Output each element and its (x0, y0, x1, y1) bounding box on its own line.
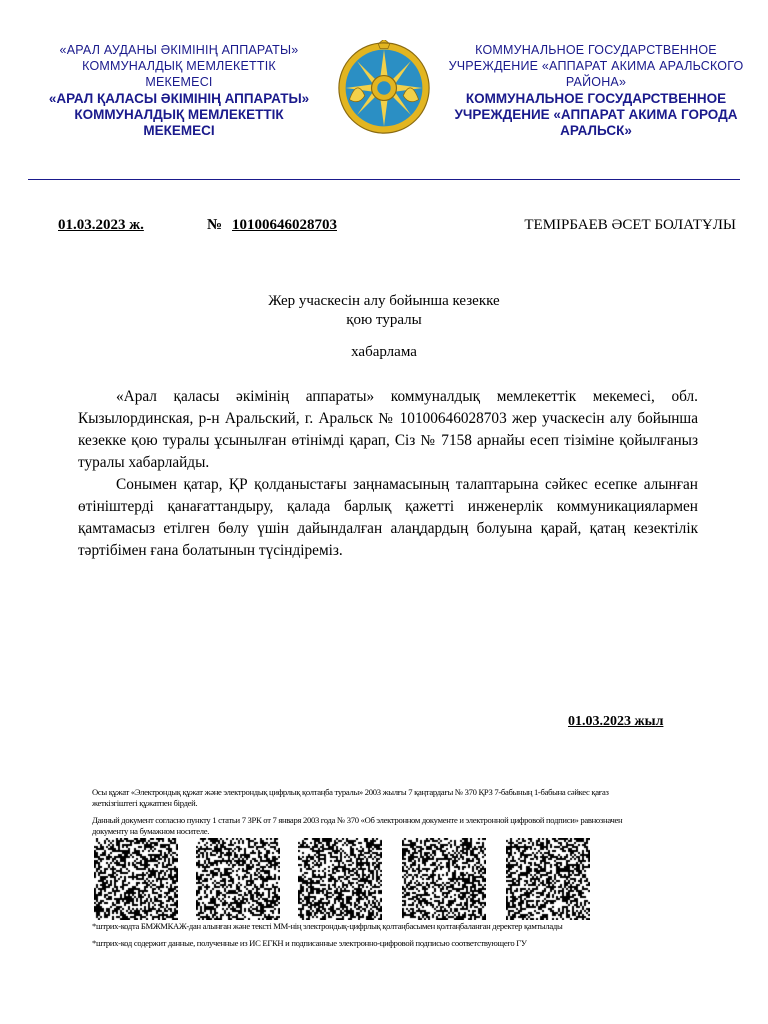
legal-note-ru: Данный документ согласно пункту 1 статьи 7 ЗРК от 7 января 2003 года № 370 «Об электронном документе и электронной цифровой подписи» равнозначен документу на бумажном носителе. (92, 815, 623, 836)
qr-code-4 (402, 838, 486, 920)
header-kz-city: «АРАЛ ҚАЛАСЫ ӘКІМІНІҢ АППАРАТЫ» КОММУНАЛДЫҚ МЕМЛЕКЕТТІК МЕКЕМЕСІ (48, 91, 310, 138)
qr-code-2 (196, 838, 280, 920)
document-date: 01.03.2023 ж. (58, 217, 144, 233)
header-divider (28, 179, 740, 180)
title-line-2: қою туралы (346, 312, 422, 328)
header-kazakh (48, 42, 310, 139)
document-number: 10100646028703 (232, 217, 337, 233)
qr-code-1 (94, 838, 178, 920)
header-russian (448, 42, 744, 139)
header-ru-district: КОММУНАЛЬНОЕ ГОСУДАРСТВЕННОЕ УЧРЕЖДЕНИЕ «АППАРАТ АКИМА АРАЛЬСКОГО РАЙОНА» (448, 43, 744, 89)
number-sign: № (207, 217, 223, 233)
recipient-name: ТЕМІРБАЕВ ӘСЕТ БОЛАТҰЛЫ (524, 217, 736, 233)
document-subtitle: хабарлама (351, 344, 417, 360)
kazakhstan-emblem-icon (336, 40, 432, 136)
barcode-note-kz: *штрих-кодта БМЖМКАЖ-дан алынған және тексті ММ-нің электрондық-цифрлық қолтаңбасымен қолтаңбаланған деректер қамтылады (92, 921, 563, 931)
header-kz-district: «АРАЛ АУДАНЫ ӘКІМІНІҢ АППАРАТЫ» КОММУНАЛДЫҚ МЕМЛЕКЕТТІК МЕКЕМЕСІ (59, 43, 299, 89)
signature-date: 01.03.2023 жыл (568, 714, 664, 729)
body-paragraph-1: «Арал қаласы әкімінің аппараты» коммуналдық мемлекеттік мекемесі, обл. Кызылординская, р-н Аральский, г. Аральск № 10100646028703 жер учаскесін алу бойынша кезекке қою туралы ұсынылған өтінімді қарап, Сіз № 7158 арнайы есеп тізіміне қойылғаныз туралы хабарлайды. (78, 388, 698, 471)
body-paragraph-2: Сонымен қатар, ҚР қолданыстағы заңнамасының талаптарына сәйкес есепке алынған өтініштерді қанағаттандыру, қалада барлық қажетті инженерлік коммуникациялармен қамтамасыз етілген бөлу үшін дайындалған алаңдардың болуына қарай, қатаң кезектілік тәртібімен ғана болатынын түсіндіреміз. (78, 476, 698, 559)
qr-code-5 (506, 838, 590, 920)
document-title (0, 292, 768, 330)
qr-code-3 (298, 838, 382, 920)
legal-note-kz: Осы құжат «Электрондық құжат және электрондық цифрлық қолтаңба туралы» 2003 жылғы 7 қаңтардағы № 370 ҚРЗ 7-бабының 1-бабына сәйкес қағаз жеткізгіштегі құжатпен бірдей. (92, 787, 609, 808)
document-body (78, 386, 698, 562)
title-line-1: Жер учаскесін алу бойынша кезекке (268, 293, 500, 309)
header-ru-city: КОММУНАЛЬНОЕ ГОСУДАРСТВЕННОЕ УЧРЕЖДЕНИЕ «АППАРАТ АКИМА ГОРОДА АРАЛЬСК» (454, 91, 738, 138)
barcode-note-ru: *штрих-код содержит данные, полученные из ИС ЕГКН и подписанные электронно-цифровой подписью соответствующего ГУ (92, 938, 527, 948)
